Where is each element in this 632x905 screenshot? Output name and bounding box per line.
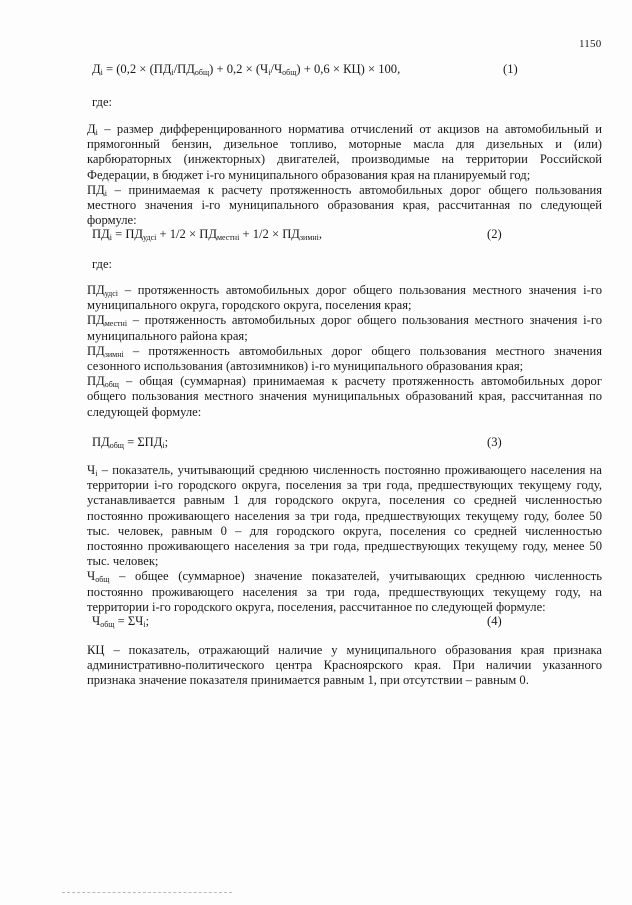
- formula-3-number: (3): [487, 435, 502, 449]
- formula-1-number: (1): [503, 62, 518, 76]
- formula-1: $Д_i = (0,2 \times (ПД_i/ПД_{общ}) + 0,2 \times (Ч_i/Ч_{общ}) + 0,6 \times КЦ) \times 100$,: [92, 62, 401, 77]
- formula-4: $Ч_{общ} = \Sigma Ч_i$;: [92, 614, 150, 629]
- formula-4-number: (4): [487, 614, 502, 628]
- definition-d-i: $Д_i$ – размер дифференцированного норматива отчислений от акцизов на автомобильный и прямогонный бензин, дизельное топливо, моторные масла для дизельных и (или) карбюраторных (инжекторных) двигателей, производимые на территории Российской Федерации, в бюджет i-го муниципального образования края на планируемый год;: [87, 122, 602, 182]
- definition-pd-uds: $ПД_{удсi}$ – протяженность автомобильных дорог общего пользования местного значения i-го муниципального округа, городского округа, поселения края;: [87, 283, 602, 313]
- definition-pd-mest: $ПД_{местнi}$ – протяженность автомобильных дорог общего пользования местного значения i-го муниципального района края;: [87, 313, 602, 343]
- definition-pd-zimn: $ПД_{зимнi}$ – протяженность автомобильных дорог общего пользования местного значения сезонного использования (автозимников) i-го муниципального образования края;: [87, 343, 602, 374]
- definitions-block-2: [87, 283, 602, 420]
- formula-2-number: (2): [487, 227, 502, 241]
- definition-ch-obsh: $Ч_{общ}$ – общее (суммарное) значение показателей, учитывающих среднюю численность постоянно проживающего населения за три года, предшествующих текущему году, на территории i-го городского округа, поселения, рассчитанное по следующей формуле:: [87, 569, 602, 614]
- definition-pd-obsh: $ПД_{общ}$ – общая (суммарная) принимаемая к расчету протяженность автомобильных дорог общего пользования местного значения муниципальных образований края, рассчитанная по следующей формуле:: [87, 374, 602, 419]
- where-label-2: где:: [92, 257, 113, 271]
- page-number: 1150: [579, 38, 602, 50]
- formula-2: $ПД_i = ПД_{удсi} + 1/2 \times ПД_{местнi} + 1/2 \times ПД_{зимнi}$,: [92, 227, 323, 242]
- where-label-1: где:: [92, 95, 113, 109]
- definition-ch-i: $Ч_i$ – показатель, учитывающий среднюю численность постоянно проживающего населения на территории i-го городского округа, поселения за три года, предшествующих текущему году, устанавливается равным 1 для городского округа, поселения со средней численностью постоянно проживающего населения за три года, предшествующих текущему году, более 50 тыс. человек, равным 0 – для городского округа, поселения со средней численностью постоянно проживающего населения за три года, предшествующих текущему году, менее 50 тыс. человек;: [87, 463, 602, 569]
- formula-3: $ПД_{общ} = \Sigma ПД_i$;: [92, 435, 169, 450]
- definition-kc: КЦ – показатель, отражающий наличие у муниципального образования края признака административно-политического центра Красноярского края. При наличии указанного признака значение показателя принимается равным 1, при отсутствии – равным 0.: [87, 643, 602, 688]
- scan-artifact-line: [62, 892, 232, 894]
- definitions-block-3: [87, 463, 602, 615]
- definitions-block-4: [87, 643, 602, 689]
- definition-pd-i: $ПД_i$ – принимаемая к расчету протяженность автомобильных дорог общего пользования местного значения i-го муниципального образования края, рассчитанная по следующей формуле:: [87, 182, 602, 228]
- definitions-block-1: [87, 122, 602, 228]
